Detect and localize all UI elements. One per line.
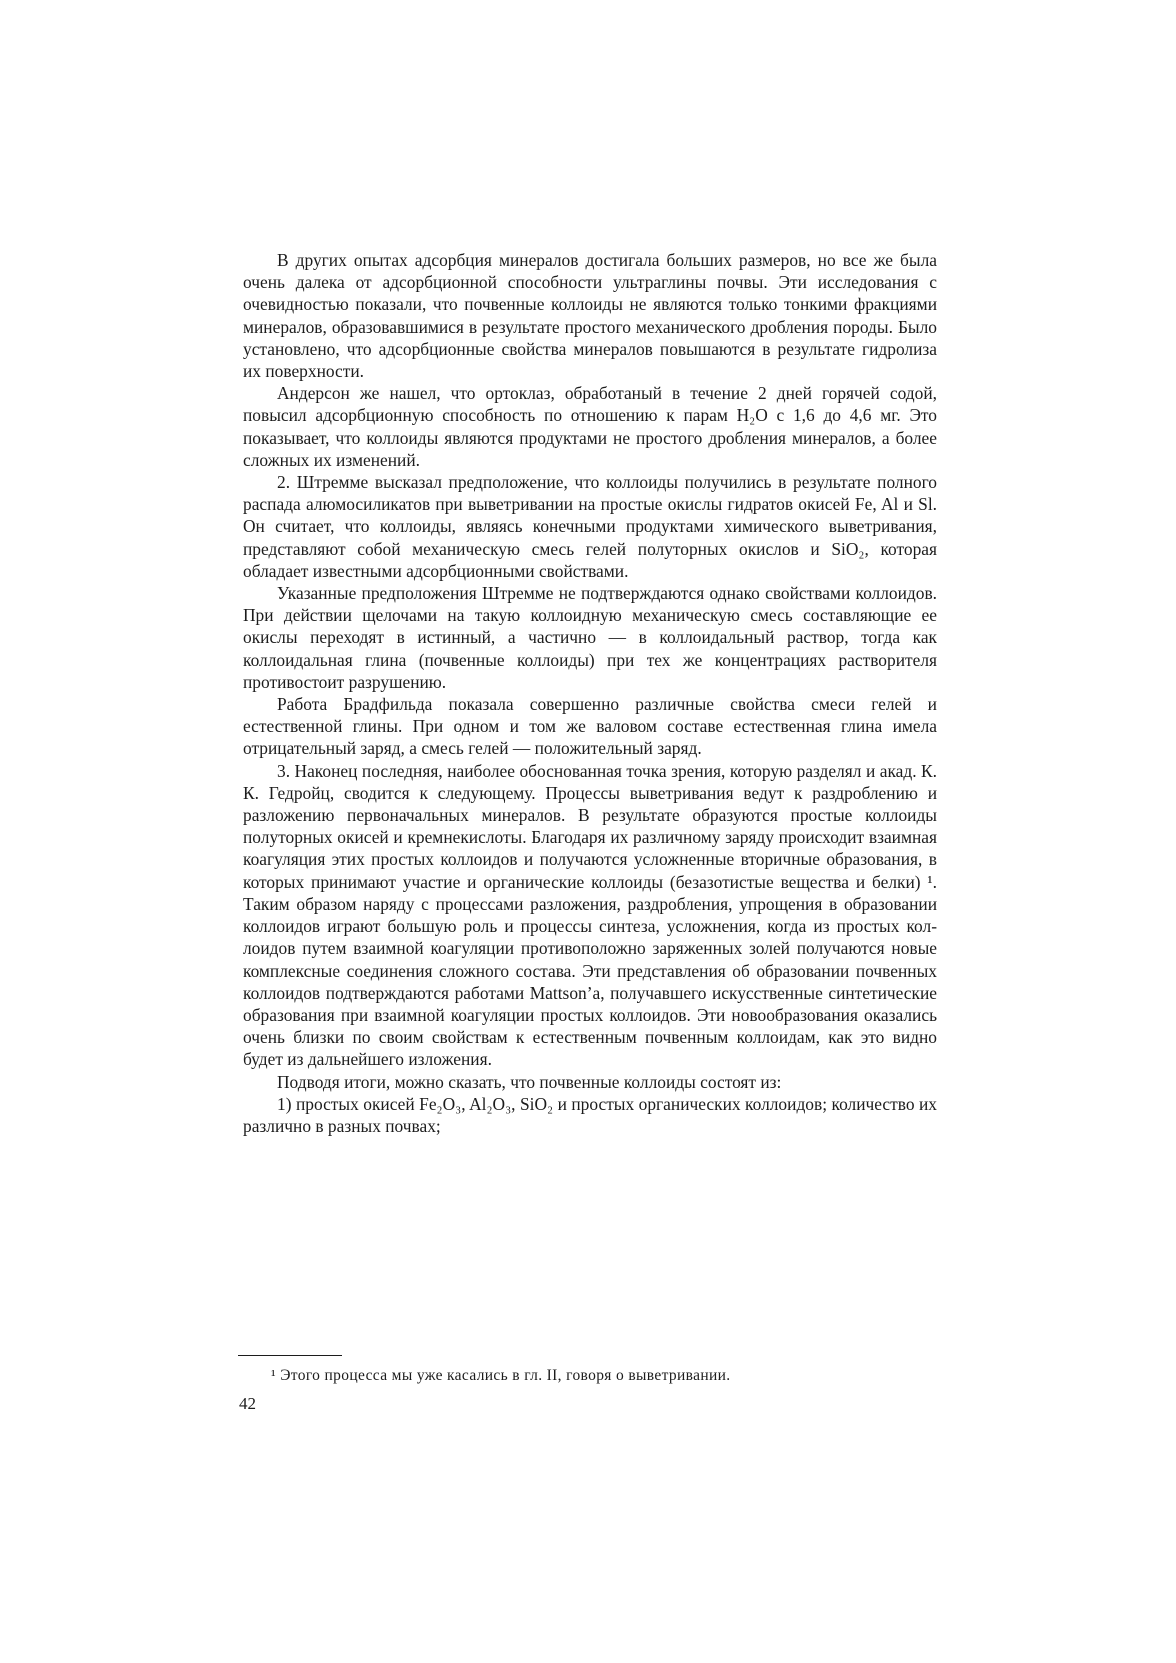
footnote-divider — [238, 1355, 342, 1356]
paragraph-7: Подводя итоги, можно сказать, что почвенные коллоиды состоят из: — [277, 1071, 782, 1092]
paragraph-2: Андерсон же нашел, что ортоклаз, обработаный в течение 2 дней горячей содой, повысил адсорбционную способность по отношению к парам H₂O с 1,6 до 4,6 мг. Это показывает, что коллоиды являются продуктами не простого дробления минералов, а более сложных их изменений. — [243, 383, 937, 470]
paragraph-5: Работа Брадфильда показала совершенно различные свойства смеси гелей и естественной глины. При одном и том же валовом составе естественная глина имела отрицательный заряд, а смесь гелей — положительный заряд. — [243, 694, 937, 759]
footnote: ¹ Этого процесса мы уже касались в гл. II, говоря о выветривании. — [271, 1367, 731, 1384]
paragraph-6: 3. Наконец последняя, наиболее обоснованная точка зрения, которую разделял и акад. К. К. Гедройц, сводится к следующему. Процессы выветривания ведут к раздроблению и разложению первоначальных минералов. В результате образуются простые коллоиды полуторных окисей и кремнекислоты. Благодаря их различному заряду происходит взаимная коагуляция этих простых коллоидов и получаются усложненные вторичные образования, в которых принимают участие и органические коллоиды (безазотистые вещества и белки) ¹. Таким образом наряду с процессами разложения, раздробления, упрощения в образовании коллоидов играют большую роль и процессы синтеза, усложнения, когда из простых коллоидов путем взаимной коагуляции противоположно заряженных золей получаются новые комплексные соединения сложного состава. Эти представления об образовании почвенных коллоидов подтверждаются работами Mattson’а, получавшего искусственные синтетические образования при взаимной коагуляции простых коллоидов. Эти новообразования оказались очень близки по своим свойствам к естественным почвенным коллоидам, как это видно будет из дальнейшего изложения. — [243, 760, 937, 1070]
body-text — [243, 249, 937, 1137]
page-number: 42 — [239, 1394, 256, 1413]
paragraph-3: 2. Штремме высказал предположение, что коллоиды получились в результате полного распада алюмосиликатов при выветривании на простые окислы гидратов окисей Fe, Al и Sl. Он считает, что коллоиды, являясь конечными продуктами химического выветривания, представляют собой механическую смесь гелей полуторных окислов и SiO₂, которая обладает известными адсорбционными свойствами. — [243, 472, 937, 581]
paragraph-8: 1) простых окисей Fe₂O₃, Al₂O₃, SiO₂ и простых органических коллоидов; количество их различно в разных почвах; — [243, 1093, 937, 1136]
paragraph-4: Указанные предположения Штремме не подтверждаются однако свойствами коллоидов. При действии щелочами на такую коллоидную механическую смесь составляющие ее окислы переходят в истинный, а частично — в коллоидальный раствор, тогда как коллоидальная глина (почвенные коллоиды) при тех же концентрациях растворителя противостоит разрушению. — [243, 583, 937, 692]
paragraph-1: В других опытах адсорбция минералов достигала больших размеров, но все же была очень далека от адсорбционной способности ультраглины почвы. Эти исследования с очевидностью показали, что почвенные коллоиды не являются только тонкими фракциями минералов, образовавшимися в результате простого механического дробления породы. Было установлено, что адсорбционные свойства минералов повышаются в результате гидролиза их поверхности. — [243, 250, 937, 382]
